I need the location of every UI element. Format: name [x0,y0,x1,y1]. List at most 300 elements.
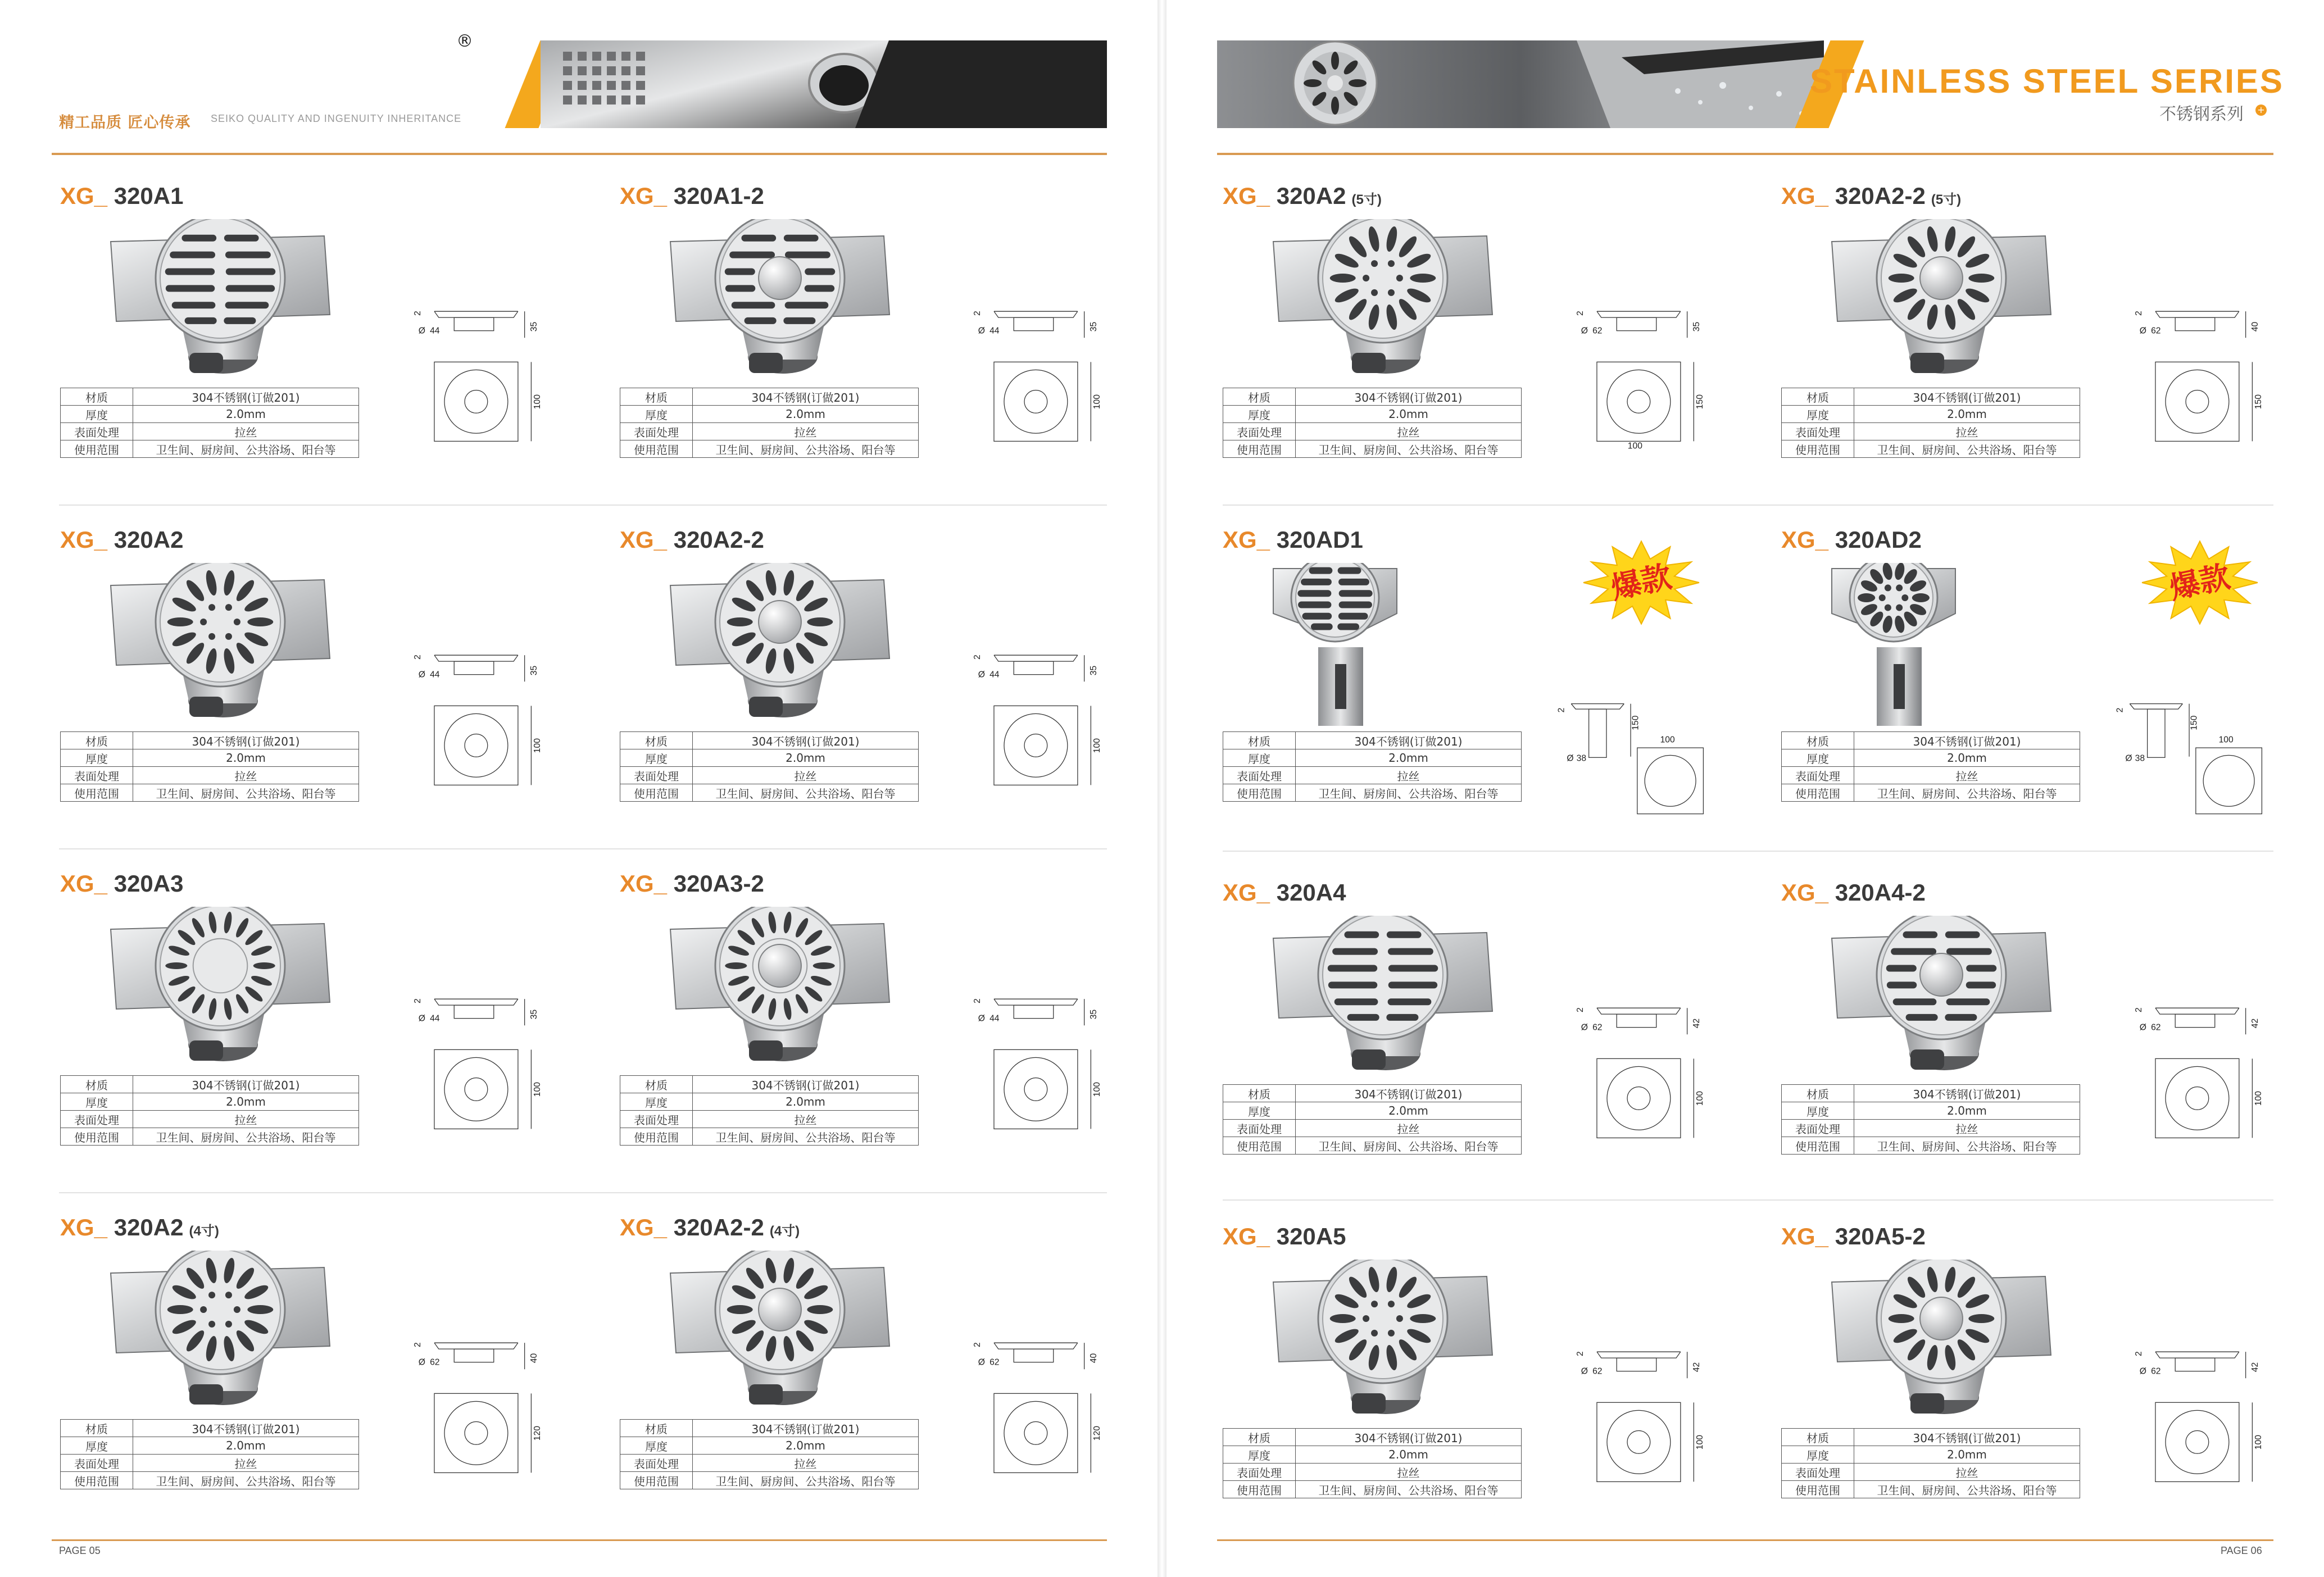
spec-value: 304不锈钢(订做201) [693,388,919,406]
product-card [1781,879,2324,1211]
page-number: PAGE 05 [59,1545,101,1556]
spec-label: 使用范围 [61,784,133,802]
technical-drawing [951,1321,1142,1484]
spec-usage-row [620,440,919,458]
spec-label: 材质 [1223,732,1296,749]
spec-value: 拉丝 [1296,1464,1522,1481]
model-prefix: XG_ [60,870,108,897]
product-photo [94,1251,364,1414]
product-photo [653,563,923,726]
dim-height: 150 [1631,715,1641,730]
spec-label: 使用范围 [61,1128,133,1146]
spec-finish-row [61,767,359,784]
hot-item-badge [1582,538,1700,630]
spec-material-row [620,1420,919,1437]
product-card [1223,183,1768,514]
drain-image [1273,1260,1492,1414]
dim-pipe: 62 [2151,1022,2161,1033]
dim-width: 100 [1695,1435,1705,1450]
dim-pipe: 62 [989,1357,1000,1367]
spec-usage-row [1223,440,1522,458]
dim-height: 35 [529,665,539,676]
diameter-symbol: Ø [418,670,425,680]
product-model-title [1223,526,1363,553]
spec-table [1223,1084,1522,1155]
spec-finish-row [1782,423,2080,440]
model-code: 320A2 [1270,183,1346,209]
technical-drawing [951,977,1142,1140]
spec-material-row [61,1420,359,1437]
dim-thickness: 2 [412,1342,423,1348]
series-title: STAINLESS STEEL SERIES [1810,62,2284,100]
spec-value: 304不锈钢(订做201) [133,732,359,749]
spec-value: 卫生间、厨房间、公共浴场、阳台等 [133,1472,359,1489]
spec-finish-row [61,1111,359,1128]
dim-width: 100 [2218,735,2234,745]
dim-height: 42 [2250,1018,2260,1029]
spec-label: 材质 [61,732,133,749]
product-card [620,526,1165,858]
spec-label: 表面处理 [1782,767,1854,784]
product-card [60,183,605,514]
spec-usage-row [61,784,359,802]
technical-drawing [392,1321,583,1484]
spec-finish-row [620,767,919,784]
model-size: (4寸) [769,1224,800,1239]
diameter-symbol: Ø [418,1014,425,1024]
technical-drawing [392,977,583,1140]
spec-thickness-row [620,406,919,423]
drain-image [1273,563,1397,726]
model-code: 320A5 [1270,1223,1346,1249]
spec-value: 304不锈钢(订做201) [693,1076,919,1093]
spec-value: 拉丝 [133,423,359,440]
dim-width: 120 [533,1426,543,1441]
model-code: 320A1-2 [667,183,764,209]
spec-value: 304不锈钢(订做201) [693,1420,919,1437]
spec-table [60,1075,359,1146]
model-code: 320AD1 [1270,526,1363,553]
model-prefix: XG_ [60,183,108,209]
model-prefix: XG_ [620,526,668,553]
product-card [1781,183,2324,514]
product-model-title [60,1214,219,1241]
spec-label: 表面处理 [61,767,133,784]
diameter-symbol: Ø [978,1014,985,1024]
technical-drawing [2113,1330,2304,1493]
spec-usage-row [620,1128,919,1146]
spec-value: 卫生间、厨房间、公共浴场、阳台等 [693,1472,919,1489]
model-prefix: XG_ [620,870,668,897]
model-prefix: XG_ [1781,1223,1829,1249]
spec-label: 厚度 [1782,1446,1854,1464]
spec-label: 材质 [620,732,693,749]
spec-label: 材质 [61,1076,133,1093]
spec-value: 拉丝 [1854,423,2080,440]
spec-value: 304不锈钢(订做201) [1296,1085,1522,1102]
model-prefix: XG_ [1781,526,1829,553]
spec-table [620,1075,919,1146]
model-code: 320A3 [107,870,184,897]
drain-image [111,907,330,1061]
spec-material-row [61,1076,359,1093]
spec-usage-row [61,440,359,458]
dim-height: 40 [529,1353,539,1364]
dim-height: 40 [1088,1353,1099,1364]
spec-thickness-row [1782,1102,2080,1120]
spec-label: 表面处理 [1223,1120,1296,1137]
spec-label: 表面处理 [61,1455,133,1472]
spec-label: 使用范围 [1782,440,1854,458]
model-code: 320A2 [107,526,184,553]
diameter-symbol: Ø [418,326,425,336]
spec-material-row [61,732,359,749]
spec-thickness-row [61,406,359,423]
hot-item-badge [2141,538,2259,630]
spec-label: 材质 [61,1420,133,1437]
drain-image [1832,916,2051,1070]
dim-thickness: 2 [1575,311,1585,316]
spec-label: 材质 [620,1420,693,1437]
technical-drawing [1554,1330,1745,1493]
spec-value: 2.0mm [1854,749,2080,767]
spec-value: 卫生间、厨房间、公共浴场、阳台等 [1854,1481,2080,1498]
spec-label: 材质 [1782,1429,1854,1446]
product-card [1781,1223,2324,1555]
spec-value: 卫生间、厨房间、公共浴场、阳台等 [693,1128,919,1146]
dim-thickness: 2 [2134,1351,2144,1357]
model-code: 320A5-2 [1828,1223,1926,1249]
spec-material-row [1782,732,2080,749]
spec-thickness-row [61,1437,359,1455]
dim-height: 35 [1691,321,1701,332]
spec-thickness-row [61,749,359,767]
spec-label: 厚度 [61,406,133,423]
technical-drawing [2096,695,2287,858]
spec-usage-row [1223,784,1522,802]
spec-value: 2.0mm [133,749,359,767]
product-model-title [620,183,764,210]
dim-width: 100 [533,394,543,410]
spec-material-row [1782,1429,2080,1446]
series-dot-icon: + [2255,104,2267,116]
spec-finish-row [1782,1464,2080,1481]
spec-value: 卫生间、厨房间、公共浴场、阳台等 [133,1128,359,1146]
dim-thickness: 2 [972,311,982,316]
spec-finish-row [1782,1120,2080,1137]
spec-usage-row [620,784,919,802]
spec-label: 表面处理 [1782,1464,1854,1481]
product-card [60,526,605,858]
drain-image [670,907,889,1061]
spec-finish-row [61,1455,359,1472]
dim-width: 100 [533,738,543,753]
dim-height: 42 [1691,1362,1701,1373]
technical-drawing [2113,986,2304,1149]
drain-image [670,1251,889,1405]
product-photo [1815,916,2085,1079]
product-model-title [620,526,764,553]
spec-table [1781,1428,2080,1498]
spec-usage-row [1782,1481,2080,1498]
dim-pipe: 62 [1592,1022,1603,1033]
spec-value: 拉丝 [1296,767,1522,784]
dim-pipe: 44 [430,326,440,336]
product-photo [653,219,923,382]
model-prefix: XG_ [1781,183,1829,209]
dim-pipe: 62 [1592,1366,1603,1376]
product-model-title [620,1214,800,1241]
spec-label: 表面处理 [1782,1120,1854,1137]
technical-drawing [1554,289,1745,452]
product-photo [1815,563,2085,726]
dim-pipe: 62 [2151,1366,2161,1376]
slogan-cn: 精工品质 匠心传承 [59,114,191,131]
diameter-symbol: Ø [978,670,985,680]
product-model-title [1781,879,1926,906]
spec-value: 2.0mm [1296,749,1522,767]
spec-value: 304不锈钢(订做201) [1854,1085,2080,1102]
spec-value: 卫生间、厨房间、公共浴场、阳台等 [1854,1137,2080,1155]
header-rule [1217,153,2273,155]
product-photo [1256,563,1526,726]
slogan-en: SEIKO QUALITY AND INGENUITY INHERITANCE [211,113,462,124]
spec-table [60,388,359,458]
model-prefix: XG_ [1223,879,1270,906]
spec-label: 厚度 [61,1437,133,1455]
spec-thickness-row [1782,1446,2080,1464]
product-card [1223,1223,1768,1555]
spec-table [1223,731,1522,802]
product-card [620,1214,1165,1546]
spec-label: 厚度 [620,1437,693,1455]
model-prefix: XG_ [60,526,108,553]
spec-label: 表面处理 [620,423,693,440]
spec-usage-row [1223,1137,1522,1155]
spec-finish-row [1223,767,1522,784]
spec-value: 304不锈钢(订做201) [133,1076,359,1093]
spec-label: 厚度 [620,406,693,423]
spec-label: 表面处理 [1223,767,1296,784]
spec-value: 拉丝 [1854,1464,2080,1481]
spec-label: 使用范围 [61,440,133,458]
spec-value: 拉丝 [693,1111,919,1128]
spec-label: 材质 [1223,1429,1296,1446]
technical-drawing [392,289,583,452]
spec-label: 厚度 [1782,1102,1854,1120]
spec-value: 2.0mm [1296,1102,1522,1120]
spec-thickness-row [1223,1102,1522,1120]
spec-material-row [620,1076,919,1093]
spec-label: 材质 [1223,1085,1296,1102]
spec-material-row [1223,1085,1522,1102]
spec-label: 厚度 [620,1093,693,1111]
spec-table [620,388,919,458]
dim-width: 100 [2254,1435,2264,1450]
spec-usage-row [1782,1137,2080,1155]
dim-thickness: 2 [1556,707,1567,713]
spec-value: 拉丝 [133,1111,359,1128]
drain-image [111,1251,330,1405]
dim-width: 150 [2254,394,2264,410]
spec-table [620,731,919,802]
dim-pipe: 44 [989,1014,1000,1024]
product-model-title [620,870,764,897]
spec-material-row [620,388,919,406]
spec-value: 2.0mm [1854,406,2080,423]
product-photo [1256,219,1526,382]
spec-value: 2.0mm [693,406,919,423]
dim-width: 100 [1092,1082,1102,1097]
spec-value: 卫生间、厨房间、公共浴场、阳台等 [1296,1481,1522,1498]
model-code: 320A3-2 [667,870,764,897]
dim-thickness: 2 [1575,1351,1585,1357]
spec-value: 304不锈钢(订做201) [133,1420,359,1437]
drain-image [111,219,330,374]
spec-value: 卫生间、厨房间、公共浴场、阳台等 [1854,440,2080,458]
dim-pipe: 62 [2151,326,2161,336]
dim-pipe: 44 [989,326,1000,336]
spec-value: 304不锈钢(订做201) [133,388,359,406]
spec-table [1781,731,2080,802]
diameter-symbol: Ø [978,326,985,336]
technical-drawing [2113,289,2304,452]
model-code: 320A4 [1270,879,1346,906]
spec-label: 表面处理 [620,767,693,784]
product-photo [653,1251,923,1414]
product-model-title [1781,1223,1926,1250]
dim-pipe: 38 [2135,753,2145,763]
spec-label: 厚度 [1782,406,1854,423]
spec-thickness-row [1782,406,2080,423]
dim-height: 40 [2250,321,2260,332]
diameter-symbol: Ø [2139,1366,2146,1376]
spec-value: 304不锈钢(订做201) [1296,732,1522,749]
dim-height: 42 [2250,1362,2260,1373]
product-model-title [60,183,183,210]
spec-label: 使用范围 [1782,1137,1854,1155]
spec-label: 厚度 [1782,749,1854,767]
spec-label: 使用范围 [620,1472,693,1489]
spec-table [1781,1084,2080,1155]
header-rule [52,153,1107,155]
spec-label: 材质 [1782,732,1854,749]
dim-height: 35 [1088,665,1099,676]
diameter-symbol: Ø [2125,753,2132,763]
spec-label: 表面处理 [61,423,133,440]
model-code: 320A2-2 [667,1214,764,1240]
spec-finish-row [620,423,919,440]
spec-label: 表面处理 [61,1111,133,1128]
spec-value: 2.0mm [693,1437,919,1455]
spec-label: 材质 [1223,388,1296,406]
spec-value: 拉丝 [1854,1120,2080,1137]
spec-finish-row [61,423,359,440]
spec-finish-row [620,1455,919,1472]
spec-label: 表面处理 [1782,423,1854,440]
spec-thickness-row [620,1093,919,1111]
model-code: 320A2-2 [1828,183,1926,209]
header-banner-photo [1217,40,1824,128]
spec-value: 2.0mm [1854,1102,2080,1120]
product-photo [94,219,364,382]
model-prefix: XG_ [1223,526,1270,553]
dim-thickness: 2 [972,1342,982,1348]
dim-pipe: 62 [430,1357,440,1367]
spec-value: 304不锈钢(订做201) [1854,732,2080,749]
spec-thickness-row [1223,749,1522,767]
spec-table [1223,1428,1522,1498]
spec-label: 表面处理 [1223,1464,1296,1481]
dim-pipe: 44 [989,670,1000,680]
dim-thickness: 2 [412,655,423,660]
spec-finish-row [1223,1120,1522,1137]
spec-label: 表面处理 [620,1455,693,1472]
spec-value: 304不锈钢(订做201) [1296,388,1522,406]
technical-drawing [1537,695,1728,858]
dim-height: 150 [2189,715,2199,730]
product-photo [653,907,923,1070]
dim-pipe: 38 [1576,753,1587,763]
spec-table [620,1419,919,1489]
spec-value: 304不锈钢(订做201) [1854,388,2080,406]
model-size: (5寸) [1351,192,1382,207]
dim-height: 35 [529,1009,539,1020]
spec-value: 拉丝 [133,1455,359,1472]
product-model-title [1781,183,1961,210]
product-photo [1256,916,1526,1079]
spec-value: 2.0mm [693,1093,919,1111]
product-model-title [1223,183,1382,210]
spec-value: 拉丝 [1854,767,2080,784]
model-code: 320A2 [107,1214,184,1240]
spec-value: 2.0mm [1296,1446,1522,1464]
spec-material-row [1223,732,1522,749]
spec-thickness-row [1223,1446,1522,1464]
technical-drawing [951,633,1142,796]
spec-finish-row [620,1111,919,1128]
model-prefix: XG_ [60,1214,108,1240]
dim-thickness: 2 [412,998,423,1004]
spec-thickness-row [620,1437,919,1455]
drain-image [670,219,889,374]
dim-width: 120 [1092,1426,1102,1441]
dim-width: 150 [1695,394,1705,410]
spec-table [1223,388,1522,458]
spec-thickness-row [620,749,919,767]
spec-value: 2.0mm [693,749,919,767]
spec-material-row [620,732,919,749]
spec-label: 材质 [620,388,693,406]
spec-label: 使用范围 [620,440,693,458]
product-photo [1815,1260,2085,1423]
spec-usage-row [1782,440,2080,458]
spec-label: 厚度 [1223,1446,1296,1464]
spec-material-row [1782,388,2080,406]
dim-thickness: 2 [972,998,982,1004]
spec-usage-row [61,1128,359,1146]
dim-thickness: 2 [2134,311,2144,316]
product-photo [1256,1260,1526,1423]
drain-image [1832,219,2051,374]
dim-width: 100 [2254,1091,2264,1106]
drain-image [1832,1260,2051,1414]
product-card [60,870,605,1202]
spec-thickness-row [61,1093,359,1111]
spec-label: 厚度 [1223,1102,1296,1120]
spec-value: 卫生间、厨房间、公共浴场、阳台等 [693,784,919,802]
dim-thickness: 2 [1575,1007,1585,1013]
